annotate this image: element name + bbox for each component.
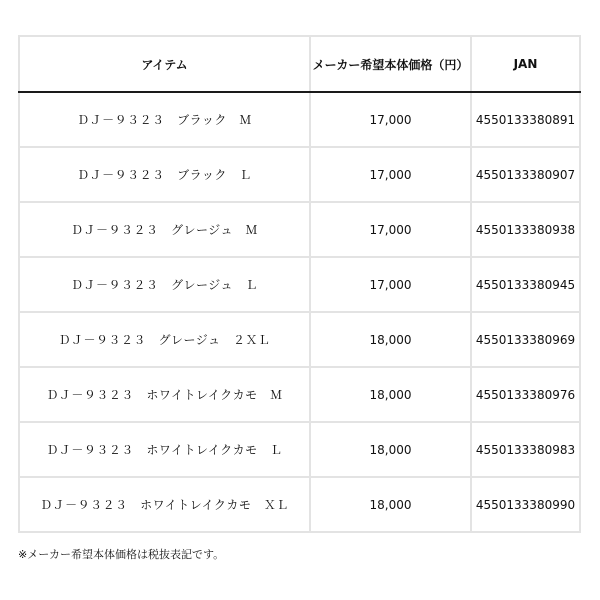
- header-jan: JAN: [471, 36, 580, 92]
- price-cell: 18,000: [310, 477, 471, 532]
- table-header-row: [19, 36, 580, 92]
- item-cell: ＤＪ－９３２３ ホワイトレイクカモ Ｌ: [19, 422, 310, 477]
- price-cell: 17,000: [310, 92, 471, 147]
- item-cell: ＤＪ－９３２３ ブラック Ｌ: [19, 147, 310, 202]
- jan-cell: 4550133380990: [471, 477, 580, 532]
- jan-cell: 4550133380976: [471, 367, 580, 422]
- jan-cell: 4550133380969: [471, 312, 580, 367]
- price-cell: 18,000: [310, 312, 471, 367]
- item-cell: ＤＪ－９３２３ ブラック Ｍ: [19, 92, 310, 147]
- item-cell: ＤＪ－９３２３ グレージュ Ｍ: [19, 202, 310, 257]
- price-table: [18, 35, 581, 533]
- jan-cell: 4550133380891: [471, 92, 580, 147]
- item-cell: ＤＪ－９３２３ ホワイトレイクカモ Ｍ: [19, 367, 310, 422]
- item-cell: ＤＪ－９３２３ グレージュ Ｌ: [19, 257, 310, 312]
- table-row: [19, 312, 580, 367]
- price-cell: 17,000: [310, 202, 471, 257]
- price-cell: 18,000: [310, 422, 471, 477]
- price-cell: 17,000: [310, 147, 471, 202]
- jan-cell: 4550133380945: [471, 257, 580, 312]
- item-cell: ＤＪ－９３２３ グレージュ ２ＸＬ: [19, 312, 310, 367]
- table-row: [19, 147, 580, 202]
- table-row: [19, 257, 580, 312]
- header-item: アイテム: [19, 36, 310, 92]
- jan-cell: 4550133380938: [471, 202, 580, 257]
- table-row: [19, 367, 580, 422]
- tax-note: ※メーカー希望本体価格は税抜表記です。: [18, 548, 225, 561]
- header-price: メーカー希望本体価格（円）: [310, 36, 471, 92]
- item-cell: ＤＪ－９３２３ ホワイトレイクカモ ＸＬ: [19, 477, 310, 532]
- jan-cell: 4550133380907: [471, 147, 580, 202]
- table-row: [19, 202, 580, 257]
- table-row: [19, 422, 580, 477]
- price-cell: 17,000: [310, 257, 471, 312]
- price-cell: 18,000: [310, 367, 471, 422]
- jan-cell: 4550133380983: [471, 422, 580, 477]
- table-row: [19, 92, 580, 147]
- table-row: [19, 477, 580, 532]
